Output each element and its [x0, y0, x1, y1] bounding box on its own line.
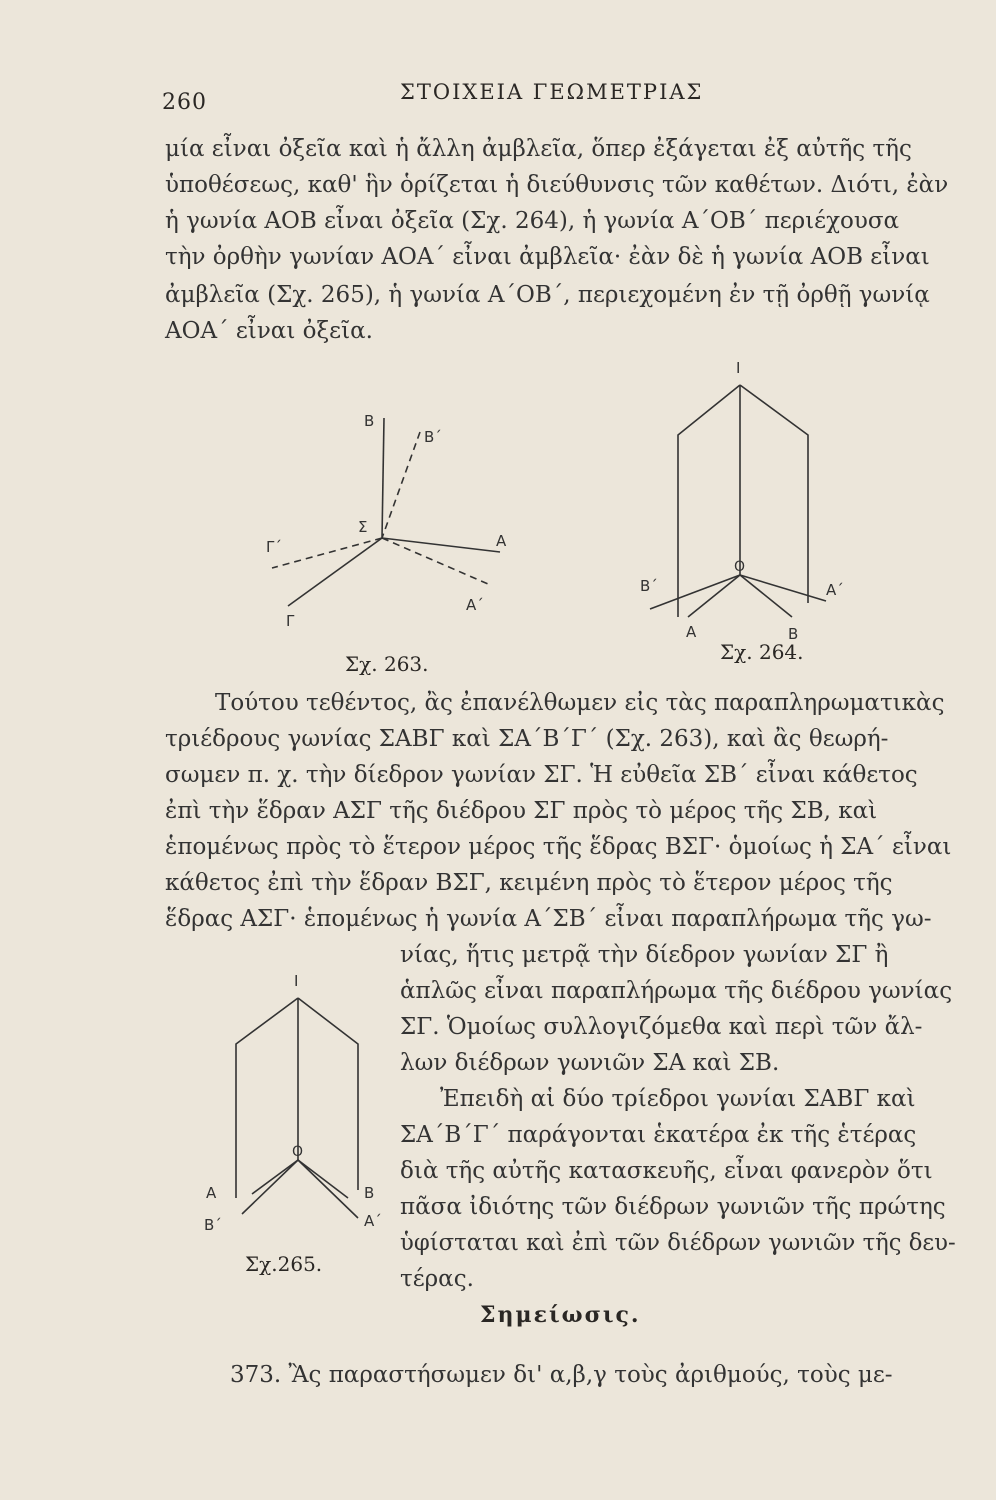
- text-line: διὰ τῆς αὐτῆς κατασκευῆς, εἶναι φανερὸν ὅτι: [400, 1158, 933, 1184]
- label-A: Α: [496, 532, 507, 550]
- text-line: ΣΓ. Ὁμοίως συλλογιζόμεθα καὶ περὶ τῶν ἄλ-: [400, 1014, 923, 1040]
- text-line: μία εἶναι ὀξεῖα καὶ ἡ ἄλλη ἀμβλεῖα, ὅπερ ἐξάγεται ἐξ αὐτῆς τῆς: [165, 136, 912, 162]
- text-line: ΣΑ΄Β΄Γ΄ παράγονται ἑκατέρα ἐκ τῆς ἑτέρας: [400, 1122, 917, 1148]
- text-line: ΑΟΑ΄ εἶναι ὀξεῖα.: [165, 318, 373, 344]
- edge-OA-prime: [740, 575, 826, 601]
- label-B: Β: [788, 625, 799, 643]
- text-line: Τούτου τεθέντος, ἂς ἐπανέλθωμεν εἰς τὰς παραπληρωματικὰς: [215, 690, 945, 716]
- edge-OB-prime: [242, 1160, 298, 1214]
- text-line: νίας, ἥτις μετρᾷ τὴν δίεδρον γωνίαν ΣΓ ἢ: [400, 942, 889, 968]
- label-O: Ο: [292, 1144, 304, 1160]
- edge-SG-prime: [272, 538, 382, 568]
- label-G-prime: Γ΄: [266, 538, 282, 556]
- edge-OB: [740, 575, 792, 617]
- text-line: λων διέδρων γωνιῶν ΣΑ καὶ ΣΒ.: [400, 1050, 780, 1076]
- text-line: ἁπλῶς εἶναι παραπλήρωμα τῆς διέδρου γωνίας: [400, 978, 953, 1004]
- caption-fig-264: Σχ. 264.: [720, 640, 804, 664]
- figure-264: [630, 355, 860, 655]
- text-line: τέρας.: [400, 1266, 474, 1292]
- text-line: ὑφίσταται καὶ ἐπὶ τῶν διέδρων γωνιῶν τῆς δευ-: [400, 1230, 956, 1256]
- label-I: Ι: [294, 972, 299, 990]
- edge-OB: [298, 1160, 348, 1198]
- label-A-prime: Α΄: [466, 596, 484, 614]
- edge-SG: [288, 538, 382, 606]
- text-line: ἡ γωνία ΑΟΒ εἶναι ὀξεῖα (Σχ. 264), ἡ γωνία Α΄ΟΒ΄ περιέχουσα: [165, 208, 900, 234]
- edge-SB-prime: [382, 432, 420, 538]
- figure-263: [260, 400, 520, 640]
- edge-SB: [382, 418, 384, 538]
- text-line: ἀμβλεῖα (Σχ. 265), ἡ γωνία Α΄ΟΒ΄, περιεχομένη ἐν τῇ ὀρθῇ γωνίᾳ: [165, 282, 930, 308]
- label-A: Α: [206, 1184, 217, 1202]
- text-line: Ἐπειδὴ αἱ δύο τρίεδροι γωνίαι ΣΑΒΓ καὶ: [440, 1086, 916, 1112]
- edge-SA: [382, 538, 500, 552]
- face-right: [298, 998, 358, 1190]
- label-B: Β: [364, 1184, 375, 1202]
- label-A-prime: Α΄: [826, 581, 844, 599]
- text-line: τὴν ὀρθὴν γωνίαν ΑΟΑ΄ εἶναι ἀμβλεῖα· ἐὰν δὲ ἡ γωνία ΑΟΒ εἶναι: [165, 244, 930, 270]
- text-line: τριέδρους γωνίας ΣΑΒΓ καὶ ΣΑ΄Β΄Γ΄ (Σχ. 263), καὶ ἂς θεωρή-: [165, 726, 889, 752]
- text-line: πᾶσα ἰδιότης τῶν διέδρων γωνιῶν τῆς πρώτης: [400, 1194, 946, 1220]
- label-B-prime: Β΄: [204, 1216, 222, 1234]
- text-line: 373. Ἂς παραστήσωμεν δι' α,β,γ τοὺς ἀριθμούς, τοὺς με-: [230, 1362, 893, 1388]
- caption-fig-263: Σχ. 263.: [345, 652, 429, 676]
- edge-OA: [688, 575, 740, 617]
- caption-fig-265: Σχ.265.: [245, 1252, 323, 1276]
- text-line: κάθετος ἐπὶ τὴν ἕδραν ΒΣΓ, κειμένη πρὸς τὸ ἕτερον μέρος τῆς: [165, 870, 893, 896]
- label-O: Ο: [734, 559, 746, 575]
- text-line: σωμεν π. χ. τὴν δίεδρον γωνίαν ΣΓ. Ἡ εὐθεῖα ΣΒ΄ εἶναι κάθετος: [165, 762, 918, 788]
- label-B-prime: Β΄: [424, 428, 442, 446]
- edge-OA-prime: [298, 1160, 358, 1218]
- figure-265: [200, 970, 390, 1240]
- label-B-prime: Β΄: [640, 577, 658, 595]
- text-line: ἑπομένως πρὸς τὸ ἕτερον μέρος τῆς ἕδρας ΒΣΓ· ὁμοίως ἡ ΣΑ΄ εἶναι: [165, 834, 952, 860]
- label-S: Σ: [358, 518, 368, 536]
- label-I: Ι: [736, 359, 741, 377]
- text-line: ὑποθέσεως, καθ' ἣν ὁρίζεται ἡ διεύθυνσις τῶν καθέτων. Διότι, ἐὰν: [165, 172, 949, 198]
- edge-OA: [252, 1160, 298, 1194]
- label-B: Β: [364, 412, 375, 430]
- running-title: ΣΤΟΙΧΕΙΑ ΓΕΩΜΕΤΡΙΑΣ: [400, 80, 704, 104]
- label-A-prime: Α΄: [364, 1212, 382, 1230]
- text-line: ἕδρας ΑΣΓ· ἑπομένως ἡ γωνία Α΄ΣΒ΄ εἶναι παραπλήρωμα τῆς γω-: [165, 906, 932, 932]
- face-right: [740, 385, 808, 603]
- label-A: Α: [686, 623, 697, 641]
- page-number: 260: [162, 90, 207, 115]
- edge-OB-prime: [650, 575, 740, 609]
- text-line: ἐπὶ τὴν ἕδραν ΑΣΓ τῆς διέδρου ΣΓ πρὸς τὸ μέρος τῆς ΣΒ, καὶ: [165, 798, 878, 824]
- label-G: Γ: [286, 612, 295, 630]
- section-heading: Σημείωσις.: [480, 1302, 641, 1328]
